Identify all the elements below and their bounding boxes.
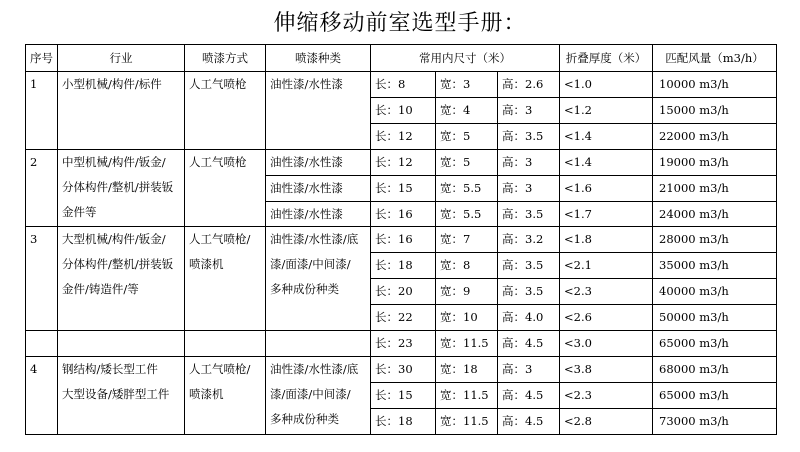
- height-cell: 高：3.5: [498, 201, 560, 227]
- air-cell: 15000 m3/h: [653, 97, 777, 123]
- air-cell: 21000 m3/h: [653, 175, 777, 201]
- fold-cell: <2.1: [560, 253, 653, 279]
- paint-cell: 油性漆/水性漆/底 漆/面漆/中间漆/ 多种成份种类: [266, 356, 371, 434]
- header-size: 常用内尺寸（米）: [371, 45, 560, 72]
- fold-cell: <1.2: [560, 97, 653, 123]
- length-cell: 长：18: [371, 408, 436, 434]
- air-cell: 73000 m3/h: [653, 408, 777, 434]
- fold-cell: <1.4: [560, 149, 653, 175]
- air-cell: 22000 m3/h: [653, 123, 777, 149]
- width-cell: 宽：9: [436, 279, 498, 305]
- air-cell: 65000 m3/h: [653, 382, 777, 408]
- height-cell: 高：3: [498, 175, 560, 201]
- width-cell: 宽：4: [436, 97, 498, 123]
- paint-cell: 油性漆/水性漆: [266, 72, 371, 150]
- selection-table: [25, 44, 777, 435]
- length-cell: 长：15: [371, 175, 436, 201]
- table-row: [26, 72, 777, 98]
- method-cell: 人工气喷枪/ 喷漆机: [185, 227, 266, 331]
- height-cell: 高：4.5: [498, 408, 560, 434]
- fold-cell: <1.0: [560, 72, 653, 98]
- paint-cell: 油性漆/水性漆: [266, 175, 371, 201]
- industry-cell: 小型机械/构件/标件: [58, 72, 185, 150]
- header-fold: 折叠厚度（米）: [560, 45, 653, 72]
- height-cell: 高：3: [498, 149, 560, 175]
- fold-cell: <2.3: [560, 279, 653, 305]
- air-cell: 10000 m3/h: [653, 72, 777, 98]
- width-cell: 宽：3: [436, 72, 498, 98]
- paint-cell: 油性漆/水性漆: [266, 149, 371, 175]
- method-cell: 人工气喷枪: [185, 72, 266, 150]
- air-cell: 68000 m3/h: [653, 356, 777, 382]
- width-cell: 宽：5.5: [436, 201, 498, 227]
- width-cell: 宽：11.5: [436, 382, 498, 408]
- length-cell: 长：10: [371, 97, 436, 123]
- paint-cell: 油性漆/水性漆: [266, 201, 371, 227]
- table-row: [26, 331, 777, 357]
- height-cell: 高：4.0: [498, 305, 560, 331]
- paint-cell: 油性漆/水性漆/底 漆/面漆/中间漆/ 多种成份种类: [266, 227, 371, 331]
- fold-cell: <2.3: [560, 382, 653, 408]
- air-cell: 35000 m3/h: [653, 253, 777, 279]
- height-cell: 高：4.5: [498, 382, 560, 408]
- height-cell: 高：3.5: [498, 279, 560, 305]
- header-industry: 行业: [58, 45, 185, 72]
- industry-cell: 钢结构/矮长型工件 大型设备/矮胖型工件: [58, 356, 185, 434]
- width-cell: 宽：10: [436, 305, 498, 331]
- height-cell: 高：2.6: [498, 72, 560, 98]
- width-cell: 宽：5: [436, 149, 498, 175]
- width-cell: 宽：11.5: [436, 331, 498, 357]
- seq-cell: 1: [26, 72, 58, 150]
- air-cell: 50000 m3/h: [653, 305, 777, 331]
- table-row: [26, 149, 777, 175]
- length-cell: 长：8: [371, 72, 436, 98]
- fold-cell: <2.6: [560, 305, 653, 331]
- width-cell: 宽：18: [436, 356, 498, 382]
- table-row: [26, 227, 777, 253]
- width-cell: 宽：11.5: [436, 408, 498, 434]
- length-cell: 长：15: [371, 382, 436, 408]
- seq-cell: 4: [26, 356, 58, 434]
- paint-cell: [266, 331, 371, 357]
- industry-cell: 大型机械/构件/钣金/ 分体构件/整机/拼装钣 金件/铸造件/等: [58, 227, 185, 331]
- height-cell: 高：3: [498, 97, 560, 123]
- seq-cell: [26, 331, 58, 357]
- length-cell: 长：12: [371, 149, 436, 175]
- header-air: 匹配风量（m3/h）: [653, 45, 777, 72]
- fold-cell: <1.8: [560, 227, 653, 253]
- width-cell: 宽：7: [436, 227, 498, 253]
- method-cell: 人工气喷枪: [185, 149, 266, 227]
- seq-cell: 3: [26, 227, 58, 331]
- height-cell: 高：3.5: [498, 123, 560, 149]
- industry-cell: [58, 331, 185, 357]
- fold-cell: <2.8: [560, 408, 653, 434]
- air-cell: 28000 m3/h: [653, 227, 777, 253]
- table-row: [26, 356, 777, 382]
- fold-cell: <3.0: [560, 331, 653, 357]
- method-cell: [185, 331, 266, 357]
- length-cell: 长：23: [371, 331, 436, 357]
- fold-cell: <1.7: [560, 201, 653, 227]
- header-method: 喷漆方式: [185, 45, 266, 72]
- fold-cell: <3.8: [560, 356, 653, 382]
- industry-cell: 中型机械/构件/钣金/ 分体构件/整机/拼装钣 金件等: [58, 149, 185, 227]
- length-cell: 长：20: [371, 279, 436, 305]
- air-cell: 24000 m3/h: [653, 201, 777, 227]
- width-cell: 宽：5: [436, 123, 498, 149]
- width-cell: 宽：5.5: [436, 175, 498, 201]
- height-cell: 高：3.2: [498, 227, 560, 253]
- length-cell: 长：18: [371, 253, 436, 279]
- fold-cell: <1.4: [560, 123, 653, 149]
- air-cell: 19000 m3/h: [653, 149, 777, 175]
- header-paint: 喷漆种类: [266, 45, 371, 72]
- document-title: 伸缩移动前室选型手册：: [273, 11, 527, 36]
- air-cell: 65000 m3/h: [653, 331, 777, 357]
- height-cell: 高：3: [498, 356, 560, 382]
- height-cell: 高：4.5: [498, 331, 560, 357]
- length-cell: 长：16: [371, 227, 436, 253]
- length-cell: 长：16: [371, 201, 436, 227]
- header-seq: 序号: [26, 45, 58, 72]
- fold-cell: <1.6: [560, 175, 653, 201]
- air-cell: 40000 m3/h: [653, 279, 777, 305]
- length-cell: 长：30: [371, 356, 436, 382]
- width-cell: 宽：8: [436, 253, 498, 279]
- header-row: [26, 45, 777, 72]
- length-cell: 长：22: [371, 305, 436, 331]
- height-cell: 高：3.5: [498, 253, 560, 279]
- seq-cell: 2: [26, 149, 58, 227]
- length-cell: 长：12: [371, 123, 436, 149]
- method-cell: 人工气喷枪/ 喷漆机: [185, 356, 266, 434]
